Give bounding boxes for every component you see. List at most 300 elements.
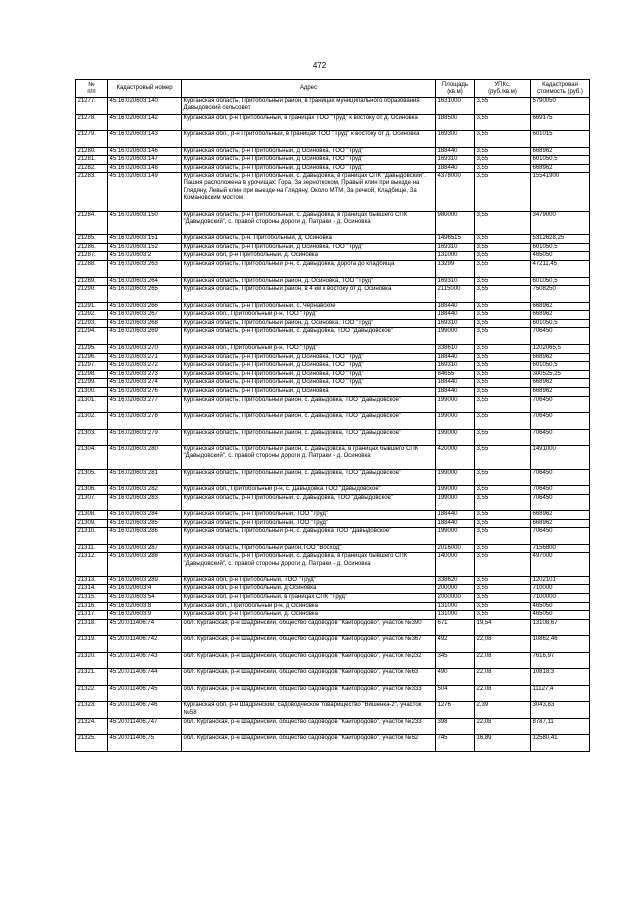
upks-cell: 3,55	[475, 362, 531, 371]
address-cell: Курганская область, Притобольный район,ТОО "Восход"	[182, 544, 436, 553]
cadastral-value-cell: 3043,83	[531, 702, 590, 719]
table-row	[76, 243, 590, 252]
row-number-cell: 21301.	[76, 396, 108, 413]
cadastral-value-cell: 465050	[531, 611, 590, 620]
table-row	[76, 576, 590, 585]
cadastral-value-cell: 601050,5	[531, 277, 590, 286]
upks-cell: 22,08	[475, 685, 531, 702]
address-cell: Курганская область, Притобольный р-н, с. Давыдовка, дорога до кладбища	[182, 261, 436, 278]
area-cell: 980000	[436, 211, 475, 235]
area-cell: 188440	[436, 379, 475, 388]
cadastral-number-cell: 45:16:020603:9	[108, 611, 182, 620]
row-number-cell: 21280.	[76, 147, 108, 156]
row-number-cell: 21323.	[76, 702, 108, 719]
area-cell: 169310	[436, 319, 475, 328]
cadastral-value-cell: 601050,5	[531, 243, 590, 252]
address-cell: Курганская область, р-н Притобольный, д Осиновка, ТОО "Труд"	[182, 156, 436, 165]
upks-cell: 3,55	[475, 585, 531, 594]
cadastral-value-cell: 1202065,5	[531, 344, 590, 353]
area-cell: 169310	[436, 156, 475, 165]
cadastral-number-cell: 45:20:011406:745	[108, 685, 182, 702]
row-number-cell: 21278.	[76, 114, 108, 131]
area-cell: 199000	[436, 429, 475, 446]
upks-cell: 3,55	[475, 469, 531, 486]
upks-cell: 3,55	[475, 235, 531, 244]
area-cell: 398	[436, 718, 475, 735]
upks-cell: 22,08	[475, 669, 531, 686]
upks-cell: 3,55	[475, 429, 531, 446]
cadastral-value-cell: 706450	[531, 429, 590, 446]
upks-cell: 3,55	[475, 494, 531, 511]
header-address: Адрес	[182, 80, 436, 98]
address-cell: Курганская обл., Притобольный р-н, д Осиновка	[182, 602, 436, 611]
area-cell: 345	[436, 652, 475, 669]
row-number-cell: 21300.	[76, 387, 108, 396]
table-row	[76, 147, 590, 156]
table-row	[76, 685, 590, 702]
row-number-cell: 21298.	[76, 370, 108, 379]
table-row	[76, 362, 590, 371]
area-cell: 490	[436, 669, 475, 686]
cadastral-value-cell: 1202101	[531, 576, 590, 585]
address-cell: Курганская область, р-н Притобольный, с. Давыдовка, в границах бывшего СПК "Давыдовский", с. правой стороны дороги д. Патраки - д. Осиновка	[182, 553, 436, 577]
table-row	[76, 718, 590, 735]
cadastral-value-cell: 706450	[531, 469, 590, 486]
address-cell: Курганская обл, р-н Притобольный, д Осиновка	[182, 585, 436, 594]
cadastral-number-cell: 45:16:020603:54	[108, 594, 182, 603]
address-cell: Курганская область, р-н Притобольный, ТОО "Труд"	[182, 511, 436, 520]
row-number-cell: 21281.	[76, 156, 108, 165]
table-row	[76, 636, 590, 653]
row-number-cell: 21299.	[76, 379, 108, 388]
address-cell: обл. Курганская, р-н Шадринский, общество садоводов "Кайгородово", участок №233	[182, 718, 436, 735]
row-number-cell: 21290.	[76, 286, 108, 303]
cadastral-value-cell: 7100000	[531, 594, 590, 603]
cadastral-value-cell: 13108,67	[531, 619, 590, 636]
cadastral-number-cell: 45:16:020603:276	[108, 387, 182, 396]
table-row	[76, 353, 590, 362]
row-number-cell: 21310.	[76, 528, 108, 545]
cadastral-number-cell: 45:16:020603:284	[108, 511, 182, 520]
cadastral-number-cell: 45:20:011406:74	[108, 619, 182, 636]
row-number-cell: 21304.	[76, 446, 108, 470]
area-cell: 188440	[436, 511, 475, 520]
area-cell: 188440	[436, 147, 475, 156]
address-cell: Курганская обл., Притобольный р-н, с. Давыдовка ТОО "Давыдовское"	[182, 486, 436, 495]
cadastral-value-cell: 668962	[531, 353, 590, 362]
cadastral-value-cell: 706450	[531, 494, 590, 511]
cadastral-value-cell: 601050,5	[531, 319, 590, 328]
table-row	[76, 277, 590, 286]
cadastral-number-cell: 45:16:020603:277	[108, 396, 182, 413]
table-row	[76, 131, 590, 148]
area-cell: 199000	[436, 486, 475, 495]
cadastral-value-cell: 668962	[531, 379, 590, 388]
table-row	[76, 544, 590, 553]
row-number-cell: 21321.	[76, 669, 108, 686]
row-number-cell: 21318.	[76, 619, 108, 636]
cadastral-number-cell: 45:16:020603:263	[108, 261, 182, 278]
cadastral-number-cell: 45:20:011406:743	[108, 652, 182, 669]
cadastral-value-table	[75, 79, 590, 752]
upks-cell: 22,08	[475, 718, 531, 735]
table-row	[76, 286, 590, 303]
address-cell: Курганская область, р-н Притобольный, д Осиновка, ТОО "Труд"	[182, 164, 436, 173]
area-cell: 338610	[436, 344, 475, 353]
upks-cell: 3,55	[475, 243, 531, 252]
upks-cell: 3,55	[475, 594, 531, 603]
area-cell: 420000	[436, 446, 475, 470]
cadastral-number-cell: 45:16:020603:278	[108, 413, 182, 430]
table-row	[76, 469, 590, 486]
cadastral-value-cell: 10862,46	[531, 636, 590, 653]
cadastral-value-cell: 706450	[531, 486, 590, 495]
table-row	[76, 669, 590, 686]
area-cell: 4378000	[436, 173, 475, 212]
area-cell: 338620	[436, 576, 475, 585]
cadastral-number-cell: 45:16:020603:147	[108, 156, 182, 165]
cadastral-value-cell: 7508250	[531, 286, 590, 303]
table-row	[76, 594, 590, 603]
upks-cell: 3,55	[475, 370, 531, 379]
row-number-cell: 21297.	[76, 362, 108, 371]
upks-cell: 3,55	[475, 396, 531, 413]
row-number-cell: 21282.	[76, 164, 108, 173]
address-cell: Курганская область, р-н Притобольный, д Осиновка, ТОО "Труд"	[182, 243, 436, 252]
address-cell: Курганская область, р-н Притобольный, д Осиновка, ТОО "Труд"	[182, 379, 436, 388]
address-cell: Курганская обл, р-н Шадринский, садоводческое товарищество "Вишенка-2", участок №58	[182, 702, 436, 719]
row-number-cell: 21287.	[76, 252, 108, 261]
upks-cell: 3,55	[475, 528, 531, 545]
cadastral-number-cell: 45:16:020603:273	[108, 370, 182, 379]
cadastral-number-cell: 45:16:020603:150	[108, 211, 182, 235]
table-row	[76, 652, 590, 669]
address-cell: Курганская область, Притобольный район, в границах муниципального образования Давыдовский сельсовет	[182, 98, 436, 115]
row-number-cell: 21307.	[76, 494, 108, 511]
area-cell: 140000	[436, 553, 475, 577]
address-cell: обл. Курганская, р-н Шадринский, общество садоводов "Кайгородово", участок №390	[182, 619, 436, 636]
table-row	[76, 429, 590, 446]
cadastral-number-cell: 45:16:020603:149	[108, 173, 182, 212]
address-cell: Курганская область, Притобольный район, с. Давыдовска, в границах бывшего СПК "Давыдовский", с. правой стороны дороги д. Патраки - д. Осиновка	[182, 446, 436, 470]
cadastral-number-cell: 45:16:020603:281	[108, 469, 182, 486]
address-cell: обл. Курганская, р-н Шадринский, общество садоводов "Кайгородово", участок №367	[182, 636, 436, 653]
area-cell: 504	[436, 685, 475, 702]
table-row	[76, 344, 590, 353]
table-row	[76, 328, 590, 345]
table-row	[76, 98, 590, 115]
address-cell: обл. Курганская, р-н Шадринский, общество садоводов "Кайгородово", участок №63	[182, 669, 436, 686]
area-cell: 131000	[436, 602, 475, 611]
row-number-cell: 21279.	[76, 131, 108, 148]
table-row	[76, 379, 590, 388]
table-row	[76, 602, 590, 611]
upks-cell: 3,55	[475, 379, 531, 388]
table-row	[76, 619, 590, 636]
table-row	[76, 494, 590, 511]
header-cadastral-number: Кадастровый номер	[108, 80, 182, 98]
table-row	[76, 261, 590, 278]
upks-cell: 3,55	[475, 553, 531, 577]
cadastral-number-cell: 45:16:020603:272	[108, 362, 182, 371]
area-cell: 199000	[436, 413, 475, 430]
row-number-cell: 21309.	[76, 519, 108, 528]
area-cell: 131000	[436, 611, 475, 620]
cadastral-value-cell: 300525,25	[531, 370, 590, 379]
address-cell: Курганская обл, р-н Притобольный, д. Осиновка	[182, 252, 436, 261]
table-row	[76, 173, 590, 212]
table-row	[76, 446, 590, 470]
address-cell: Курганская область, р-н. Притобольный, д. Осиновка	[182, 235, 436, 244]
row-number-cell: 21312.	[76, 553, 108, 577]
address-cell: Курганская область, р-н Притобольный, д Осиновка, ТОО "Труд"	[182, 147, 436, 156]
address-cell: Курганская область, Притобольный район, д. Осиновка, ТОО "Труд"	[182, 277, 436, 286]
page-number: 472	[312, 61, 327, 70]
cadastral-number-cell: 45:16:020603:283	[108, 494, 182, 511]
address-cell: Курганская область, р-н Притобольный, с. Давыдовка, ТОО "Давыдовское"	[182, 494, 436, 511]
cadastral-value-cell: 7156800	[531, 544, 590, 553]
cadastral-number-cell: 45:16:020603:4	[108, 585, 182, 594]
table-row	[76, 519, 590, 528]
table-row	[76, 319, 590, 328]
row-number-cell: 21303.	[76, 429, 108, 446]
address-cell: Курганская область, Притобольный район, с. Давыдовка, ТОО "Давыдовское"	[182, 469, 436, 486]
upks-cell: 3,55	[475, 164, 531, 173]
address-cell: Курганская область, р-н Притобольный, с. Давыдовка, в границах СПК "Давыдовский". Пашня расположена в урочищах: Гора, За зерноткоком, Правый клин при выезде на Глядяну, Левый клин при выезде на Глядяну, Около МТМ, За речкой, Кладбище, За Комановским мостом	[182, 173, 436, 212]
area-cell: 1631000	[436, 98, 475, 115]
table-row	[76, 311, 590, 320]
upks-cell: 3,55	[475, 302, 531, 311]
cadastral-value-cell: 601015	[531, 131, 590, 148]
address-cell: Курганская область, р-н Притобольный, с. Давыдовка, в границах бывшего СПК "Давыдовский", с. правой стороны дороги д. Патраки - д. Осиновка	[182, 211, 436, 235]
table-row	[76, 164, 590, 173]
cadastral-number-cell: 45:16:020603:267	[108, 311, 182, 320]
area-cell: 199000	[436, 469, 475, 486]
address-cell: Курганская область, Притобольный район, с. Давыдовка, ТОО "Давыдовское"	[182, 413, 436, 430]
address-cell: Курганская область, р-н Притобольный, д Осиновка, ТОО "Труд"	[182, 353, 436, 362]
row-number-cell: 21296.	[76, 353, 108, 362]
upks-cell: 3,55	[475, 131, 531, 148]
address-cell: Курганская область, Притобольный район, д. Осиновка, ТОО "Труд"	[182, 319, 436, 328]
area-cell: 169310	[436, 277, 475, 286]
upks-cell: 3,55	[475, 252, 531, 261]
row-number-cell: 21302.	[76, 413, 108, 430]
row-number-cell: 21306.	[76, 486, 108, 495]
address-cell: Курганская обл, р-н Притобольный, д. Осиновка	[182, 611, 436, 620]
area-cell: 169300	[436, 131, 475, 148]
cadastral-value-cell: 1491000	[531, 446, 590, 470]
cadastral-number-cell: 45:16:020603:270	[108, 344, 182, 353]
cadastral-number-cell: 45:16:020603:151	[108, 235, 182, 244]
cadastral-value-cell: 8787,11	[531, 718, 590, 735]
cadastral-value-cell: 706450	[531, 396, 590, 413]
area-cell: 2115000	[436, 286, 475, 303]
address-cell: Курганская обл, р-н Притобольный, ТОО "Труд"	[182, 576, 436, 585]
table-row	[76, 486, 590, 495]
cadastral-number-cell: 45:20:011406:742	[108, 636, 182, 653]
upks-cell: 3,55	[475, 611, 531, 620]
upks-cell: 16,89	[475, 735, 531, 752]
upks-cell: 3,55	[475, 311, 531, 320]
area-cell: 188440	[436, 353, 475, 362]
header-number: № п/п	[76, 80, 108, 98]
cadastral-number-cell: 45:16:020603:143	[108, 131, 182, 148]
row-number-cell: 21288.	[76, 261, 108, 278]
area-cell: 13299	[436, 261, 475, 278]
cadastral-value-cell: 11127,4	[531, 685, 590, 702]
cadastral-number-cell: 45:20:011406:746	[108, 702, 182, 719]
upks-cell: 3,55	[475, 319, 531, 328]
area-cell: 2016000	[436, 544, 475, 553]
cadastral-value-cell: 10818,3	[531, 669, 590, 686]
cadastral-number-cell: 45:16:020603:282	[108, 486, 182, 495]
address-cell: Курганская область, Притобольный район, с. Давыдовка, ТОО "Давыдовское"	[182, 429, 436, 446]
table-row	[76, 211, 590, 235]
row-number-cell: 21286.	[76, 243, 108, 252]
row-number-cell: 21316.	[76, 602, 108, 611]
cadastral-number-cell: 45:16:020603:285	[108, 519, 182, 528]
upks-cell: 3,55	[475, 446, 531, 470]
cadastral-value-cell: 668962	[531, 511, 590, 520]
area-cell: 199000	[436, 494, 475, 511]
area-cell: 188440	[436, 302, 475, 311]
table-row	[76, 511, 590, 520]
upks-cell: 3,55	[475, 286, 531, 303]
address-cell: Курганская область, р-н Притобольный, д Осиновка	[182, 387, 436, 396]
cadastral-number-cell: 45:20:011406:744	[108, 669, 182, 686]
address-cell: Курганская область, Притобольный р-н, с. Давыдовка ТОО "Давыдовское"	[182, 528, 436, 545]
cadastral-number-cell: 45:16:020603:152	[108, 243, 182, 252]
cadastral-number-cell: 45:16:020603:271	[108, 353, 182, 362]
cadastral-value-cell: 47211,45	[531, 261, 590, 278]
row-number-cell: 21324.	[76, 718, 108, 735]
cadastral-number-cell: 45:16:020603:287	[108, 544, 182, 553]
address-cell: Курганская область, Притобольный район, в 4 км к востоку от д. Осиновка	[182, 286, 436, 303]
cadastral-value-cell: 3479000	[531, 211, 590, 235]
cadastral-number-cell: 45:16:020603:264	[108, 277, 182, 286]
area-cell: 2000000	[436, 594, 475, 603]
table-body	[76, 98, 590, 752]
cadastral-number-cell: 45:20:011406:747	[108, 718, 182, 735]
cadastral-value-cell: 5790050	[531, 98, 590, 115]
table-row	[76, 156, 590, 165]
cadastral-number-cell: 45:16:020603:8	[108, 602, 182, 611]
cadastral-value-cell: 601050,5	[531, 362, 590, 371]
row-number-cell: 21320.	[76, 652, 108, 669]
table-row	[76, 528, 590, 545]
upks-cell: 3,55	[475, 413, 531, 430]
cadastral-value-cell: 668962	[531, 147, 590, 156]
cadastral-value-cell: 668962	[531, 387, 590, 396]
upks-cell: 22,08	[475, 652, 531, 669]
cadastral-number-cell: 45:16:020603:140	[108, 98, 182, 115]
upks-cell: 2,39	[475, 702, 531, 719]
upks-cell: 3,55	[475, 261, 531, 278]
cadastral-number-cell: 45:16:020603:2	[108, 252, 182, 261]
address-cell: Курганская область, р-н Притобольный, с. Давыдовка, ТОО "Давыдовское"	[182, 328, 436, 345]
cadastral-number-cell: 45:16:020603:148	[108, 164, 182, 173]
area-cell: 188440	[436, 387, 475, 396]
row-number-cell: 21283.	[76, 173, 108, 212]
table-row	[76, 114, 590, 131]
table-row	[76, 252, 590, 261]
area-cell: 188440	[436, 519, 475, 528]
cadastral-value-cell: 669175	[531, 114, 590, 131]
area-cell: 169310	[436, 243, 475, 252]
row-number-cell: 21311.	[76, 544, 108, 553]
cadastral-value-cell: 465050	[531, 252, 590, 261]
cadastral-value-cell: 465050	[531, 602, 590, 611]
cadastral-number-cell: 45:16:020603:146	[108, 147, 182, 156]
row-number-cell: 21289.	[76, 277, 108, 286]
table-row	[76, 702, 590, 719]
address-cell: Курганская область, р-н Притобольный, д Осиновка, ТОО "Труд"	[182, 362, 436, 371]
address-cell: Курганская область, р-н Притобольный, с. Чернавское	[182, 302, 436, 311]
row-number-cell: 21313.	[76, 576, 108, 585]
cadastral-number-cell: 45:16:020603:279	[108, 429, 182, 446]
address-cell: Курганская обл., Притобольный р-н, ТОО "Труд"	[182, 344, 436, 353]
cadastral-number-cell: 45:16:020603:269	[108, 328, 182, 345]
cadastral-number-cell: 45:16:020603:142	[108, 114, 182, 131]
row-number-cell: 21295.	[76, 344, 108, 353]
cadastral-value-cell: 668962	[531, 302, 590, 311]
area-cell: 745	[436, 735, 475, 752]
table-row	[76, 611, 590, 620]
cadastral-number-cell: 45:16:020603:280	[108, 446, 182, 470]
address-cell: Курганская обл, р-н Притобольный, в границах ТОО "Труд" к востоку от д. Осиновка	[182, 114, 436, 131]
upks-cell: 3,55	[475, 544, 531, 553]
cadastral-value-cell: 497000	[531, 553, 590, 577]
table-row	[76, 302, 590, 311]
address-cell: обл. Курганская, р-н Шадринский, общество садоводов "Кайгородово", участок №333	[182, 685, 436, 702]
header-area: Площадь (кв.м)	[436, 80, 475, 98]
cadastral-value-cell: 706450	[531, 528, 590, 545]
row-number-cell: 21322.	[76, 685, 108, 702]
table-row	[76, 387, 590, 396]
area-cell: 131000	[436, 252, 475, 261]
row-number-cell: 21308.	[76, 511, 108, 520]
area-cell: 188440	[436, 164, 475, 173]
upks-cell: 22,08	[475, 636, 531, 653]
row-number-cell: 21305.	[76, 469, 108, 486]
area-cell: 188440	[436, 311, 475, 320]
upks-cell: 3,55	[475, 147, 531, 156]
upks-cell: 3,55	[475, 156, 531, 165]
table-row	[76, 553, 590, 577]
table-header-row	[76, 80, 590, 98]
cadastral-value-cell: 601050,5	[531, 156, 590, 165]
area-cell: 199000	[436, 328, 475, 345]
cadastral-value-cell: 15541900	[531, 173, 590, 212]
area-cell: 188500	[436, 114, 475, 131]
upks-cell: 3,55	[475, 486, 531, 495]
upks-cell: 3,55	[475, 511, 531, 520]
area-cell: 199000	[436, 396, 475, 413]
upks-cell: 3,55	[475, 519, 531, 528]
cadastral-value-cell: 668962	[531, 164, 590, 173]
cadastral-value-cell: 668962	[531, 311, 590, 320]
address-cell: Курганская область, р-н Притобольный, ТОО "Труд"	[182, 519, 436, 528]
area-cell: 200000	[436, 585, 475, 594]
table-row	[76, 370, 590, 379]
table-row	[76, 235, 590, 244]
cadastral-value-cell: 5312628,25	[531, 235, 590, 244]
area-cell: 1276	[436, 702, 475, 719]
upks-cell: 3,55	[475, 328, 531, 345]
row-number-cell: 21325.	[76, 735, 108, 752]
upks-cell: 3,55	[475, 387, 531, 396]
cadastral-value-cell: 7616,97	[531, 652, 590, 669]
